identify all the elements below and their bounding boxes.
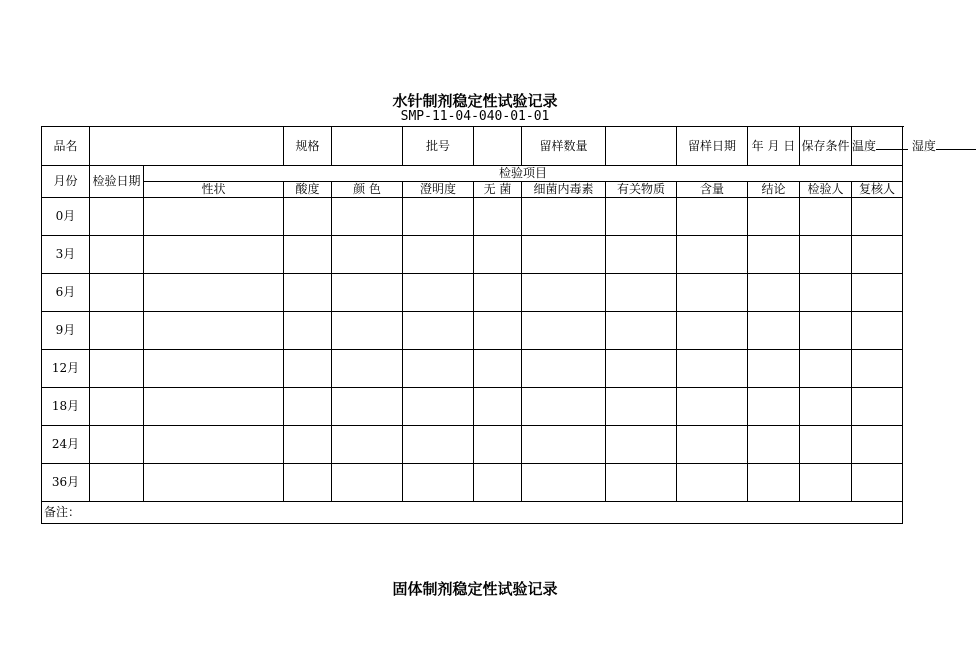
product-name-label: 品名 [42,127,90,166]
entry-cell[interactable] [332,350,403,388]
month-label: 9月 [42,312,90,350]
entry-cell[interactable] [144,388,284,426]
entry-cell[interactable] [800,198,852,236]
entry-cell[interactable] [606,236,677,274]
month-row [42,312,903,350]
col-header-endotoxin: 细菌内毒素 [522,182,606,198]
entry-cell[interactable] [144,464,284,502]
col-header-related-substances: 有关物质 [606,182,677,198]
entry-cell[interactable] [522,426,606,464]
month-row [42,350,903,388]
col-header-content: 含量 [677,182,748,198]
notes-cell[interactable] [42,502,903,524]
entry-cell[interactable] [144,236,284,274]
batch-label: 批号 [403,127,474,166]
entry-cell[interactable] [522,312,606,350]
month-label: 0月 [42,198,90,236]
entry-cell[interactable] [90,388,144,426]
entry-cell[interactable] [284,198,332,236]
month-label: 12月 [42,350,90,388]
entry-cell[interactable] [677,274,748,312]
sample-qty-value[interactable] [606,127,677,166]
month-label: 3月 [42,236,90,274]
entry-cell[interactable] [90,426,144,464]
month-header: 月份 [42,166,90,198]
entry-cell[interactable] [852,426,903,464]
entry-cell[interactable] [474,274,522,312]
entry-cell[interactable] [332,274,403,312]
entry-cell[interactable] [677,388,748,426]
entry-cell[interactable] [403,464,474,502]
entry-cell[interactable] [606,198,677,236]
storage-conditions[interactable] [852,127,936,166]
header-row-1 [42,166,903,182]
entry-cell[interactable] [852,198,903,236]
entry-cell[interactable] [852,274,903,312]
entry-cell[interactable] [90,274,144,312]
entry-cell[interactable] [606,274,677,312]
entry-cell[interactable] [474,464,522,502]
entry-cell[interactable] [800,274,852,312]
entry-cell[interactable] [677,312,748,350]
col-header-clarity: 澄明度 [403,182,474,198]
entry-cell[interactable] [852,464,903,502]
entry-cell[interactable] [748,388,800,426]
header-row-2 [42,182,903,198]
entry-cell[interactable] [144,312,284,350]
col-header-sterility: 无 菌 [474,182,522,198]
entry-cell[interactable] [144,198,284,236]
entry-cell[interactable] [284,274,332,312]
entry-cell[interactable] [677,236,748,274]
product-name-value[interactable] [90,127,284,166]
entry-cell[interactable] [403,426,474,464]
entry-cell[interactable] [748,350,800,388]
spec-label: 规格 [284,127,332,166]
record-title: 水针制剂稳定性试验记录 [392,92,558,110]
month-row [42,274,903,312]
entry-cell[interactable] [800,426,852,464]
month-label: 6月 [42,274,90,312]
entry-cell[interactable] [852,236,903,274]
entry-cell[interactable] [403,274,474,312]
entry-cell[interactable] [332,236,403,274]
month-row [42,388,903,426]
entry-cell[interactable] [474,236,522,274]
entry-cell[interactable] [90,312,144,350]
storage-label: 保存条件 [800,127,852,166]
col-header-color: 颜 色 [332,182,403,198]
entry-cell[interactable] [90,198,144,236]
entry-cell[interactable] [144,274,284,312]
sample-date-value[interactable]: 年 月 日 [748,127,800,166]
entry-cell[interactable] [90,464,144,502]
entry-cell[interactable] [748,236,800,274]
entry-cell[interactable] [522,464,606,502]
humidity-label: 湿度 [911,139,936,153]
entry-cell[interactable] [606,426,677,464]
entry-cell[interactable] [800,312,852,350]
document-code: SMP-11-04-040-01-01 [400,109,550,124]
stability-record-table [41,126,936,524]
entry-cell[interactable] [284,236,332,274]
entry-cell[interactable] [474,350,522,388]
entry-cell[interactable] [677,350,748,388]
spec-value[interactable] [332,127,403,166]
month-label: 36月 [42,464,90,502]
entry-cell[interactable] [284,388,332,426]
month-label: 18月 [42,388,90,426]
entry-cell[interactable] [332,388,403,426]
entry-cell[interactable] [852,312,903,350]
test-date-header: 检验日期 [90,166,144,198]
entry-cell[interactable] [606,388,677,426]
entry-cell[interactable] [800,236,852,274]
info-row [42,127,903,166]
entry-cell[interactable] [332,464,403,502]
entry-cell[interactable] [522,388,606,426]
notes-row [42,502,903,524]
entry-cell[interactable] [474,426,522,464]
month-label: 24月 [42,426,90,464]
entry-cell[interactable] [332,426,403,464]
entry-cell[interactable] [144,350,284,388]
month-row [42,198,903,236]
entry-cell[interactable] [748,464,800,502]
entry-cell[interactable] [403,198,474,236]
col-header-reviewer: 复核人 [852,182,903,198]
batch-value[interactable] [474,127,522,166]
second-record-title: 固体制剂稳定性试验记录 [392,580,558,598]
col-header-appearance: 性状 [144,182,284,198]
entry-cell[interactable] [677,464,748,502]
entry-cell[interactable] [284,350,332,388]
entry-cell[interactable] [284,312,332,350]
sample-date-label: 留样日期 [677,127,748,166]
entry-cell[interactable] [284,426,332,464]
entry-cell[interactable] [800,350,852,388]
col-header-conclusion: 结论 [748,182,800,198]
entry-cell[interactable] [748,198,800,236]
entry-cell[interactable] [474,312,522,350]
entry-cell[interactable] [852,388,903,426]
entry-cell[interactable] [332,198,403,236]
entry-cell[interactable] [403,312,474,350]
entry-cell[interactable] [606,350,677,388]
entry-cell[interactable] [800,388,852,426]
entry-cell[interactable] [522,350,606,388]
col-header-inspector: 检验人 [800,182,852,198]
entry-cell[interactable] [522,236,606,274]
entry-cell[interactable] [90,350,144,388]
month-row [42,464,903,502]
humidity-blank[interactable] [936,139,976,150]
test-items-header: 检验项目 [144,166,903,182]
entry-cell[interactable] [474,198,522,236]
notes-label: 备注： [44,505,81,519]
entry-cell[interactable] [403,388,474,426]
entry-cell[interactable] [403,236,474,274]
entry-cell[interactable] [403,350,474,388]
entry-cell[interactable] [748,274,800,312]
month-rows [42,198,903,502]
sample-qty-label: 留样数量 [522,127,606,166]
temperature-blank[interactable] [876,139,908,150]
entry-cell[interactable] [677,426,748,464]
entry-cell[interactable] [474,388,522,426]
entry-cell[interactable] [522,274,606,312]
entry-cell[interactable] [852,350,903,388]
entry-cell[interactable] [677,198,748,236]
entry-cell[interactable] [284,464,332,502]
temperature-label: 温度 [852,139,877,153]
col-header-acidity: 酸度 [284,182,332,198]
entry-cell[interactable] [800,464,852,502]
month-row [42,236,903,274]
entry-cell[interactable] [606,464,677,502]
entry-cell[interactable] [606,312,677,350]
entry-cell[interactable] [144,426,284,464]
entry-cell[interactable] [522,198,606,236]
entry-cell[interactable] [90,236,144,274]
entry-cell[interactable] [748,426,800,464]
entry-cell[interactable] [748,312,800,350]
month-row [42,426,903,464]
entry-cell[interactable] [332,312,403,350]
